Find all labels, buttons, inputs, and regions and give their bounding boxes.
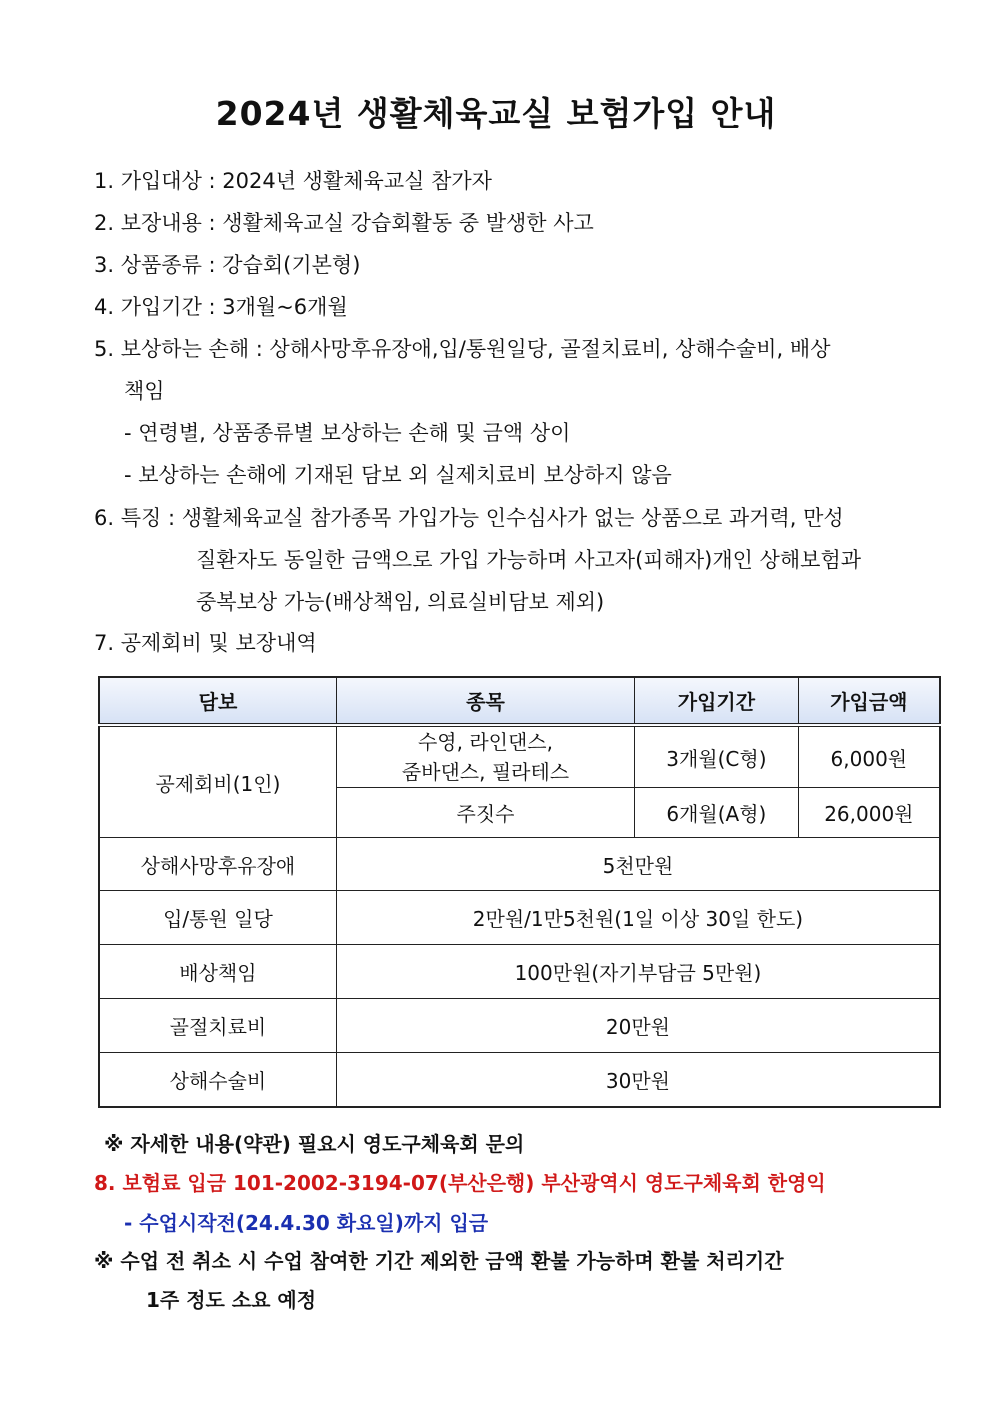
sport-cell: 주짓수 bbox=[336, 788, 634, 838]
coverage-label: 골절치료비 bbox=[99, 999, 336, 1053]
sport-line: 수영, 라인댄스, bbox=[417, 730, 553, 754]
item-compensation-note1: - 연령별, 상품종류별 보상하는 손해 및 금액 상이 bbox=[124, 421, 571, 445]
coverage-value: 2만원/1만5천원(1일 이상 30일 한도) bbox=[336, 891, 940, 945]
contact-note: ※ 자세한 내용(약관) 필요시 영도구체육회 문의 bbox=[104, 1132, 525, 1156]
item-compensation-note2: - 보상하는 손해에 기재된 담보 외 실제치료비 보상하지 않음 bbox=[124, 463, 672, 487]
payment-account: 8. 보험료 입금 101-2002-3194-07(부산은행) 부산광역시 영도구체육회 한영익 bbox=[94, 1171, 826, 1195]
item-compensation-cont: 책임 bbox=[124, 379, 165, 403]
item-fee-heading: 7. 공제회비 및 보장내역 bbox=[94, 631, 317, 655]
period-cell: 3개월(C형) bbox=[635, 725, 799, 788]
coverage-value: 20만원 bbox=[336, 999, 940, 1053]
fee-label-cell: 공제회비(1인) bbox=[99, 725, 336, 838]
page-title: 2024년 생활체육교실 보험가입 안내 bbox=[215, 94, 777, 133]
payment-deadline: - 수업시작전(24.4.30 화요일)까지 입금 bbox=[124, 1211, 489, 1235]
coverage-label: 입/통원 일당 bbox=[99, 891, 336, 945]
coverage-label: 상해사망후유장애 bbox=[99, 838, 336, 891]
item-features-cont2: 중복보상 가능(배상책임, 의료실비담보 제외) bbox=[196, 590, 605, 614]
coverage-table bbox=[98, 676, 941, 1108]
coverage-label: 상해수술비 bbox=[99, 1053, 336, 1107]
header-sport: 종목 bbox=[336, 677, 634, 725]
coverage-value: 30만원 bbox=[336, 1053, 940, 1107]
item-features-cont1: 질환자도 동일한 금액으로 가입 가능하며 사고자(피해자)개인 상해보험과 bbox=[196, 548, 862, 572]
coverage-value: 5천만원 bbox=[336, 838, 940, 891]
refund-note-cont: 1주 정도 소요 예정 bbox=[146, 1288, 317, 1312]
header-period: 가입기간 bbox=[635, 677, 799, 725]
amount-cell: 26,000원 bbox=[798, 788, 940, 838]
header-coverage: 담보 bbox=[99, 677, 336, 725]
coverage-value: 100만원(자기부담금 5만원) bbox=[336, 945, 940, 999]
coverage-label: 배상책임 bbox=[99, 945, 336, 999]
item-coverage: 2. 보장내용 : 생활체육교실 강습회활동 중 발생한 사고 bbox=[94, 211, 594, 235]
item-features: 6. 특징 : 생활체육교실 참가종목 가입가능 인수심사가 없는 상품으로 과거력, 만성 bbox=[94, 506, 844, 530]
header-amount: 가입금액 bbox=[798, 677, 940, 725]
item-compensation: 5. 보상하는 손해 : 상해사망후유장애,입/통원일당, 골절치료비, 상해수술비, 배상 bbox=[94, 337, 831, 361]
item-product-type: 3. 상품종류 : 강습회(기본형) bbox=[94, 253, 361, 277]
item-target: 1. 가입대상 : 2024년 생활체육교실 참가자 bbox=[94, 169, 492, 193]
period-cell: 6개월(A형) bbox=[635, 788, 799, 838]
amount-cell: 6,000원 bbox=[798, 725, 940, 788]
item-period: 4. 가입기간 : 3개월~6개월 bbox=[94, 295, 348, 319]
sport-cell bbox=[336, 725, 634, 788]
refund-note: ※ 수업 전 취소 시 수업 참여한 기간 제외한 금액 환불 가능하며 환불 처리기간 bbox=[94, 1249, 784, 1273]
sport-line: 줌바댄스, 필라테스 bbox=[401, 760, 570, 784]
